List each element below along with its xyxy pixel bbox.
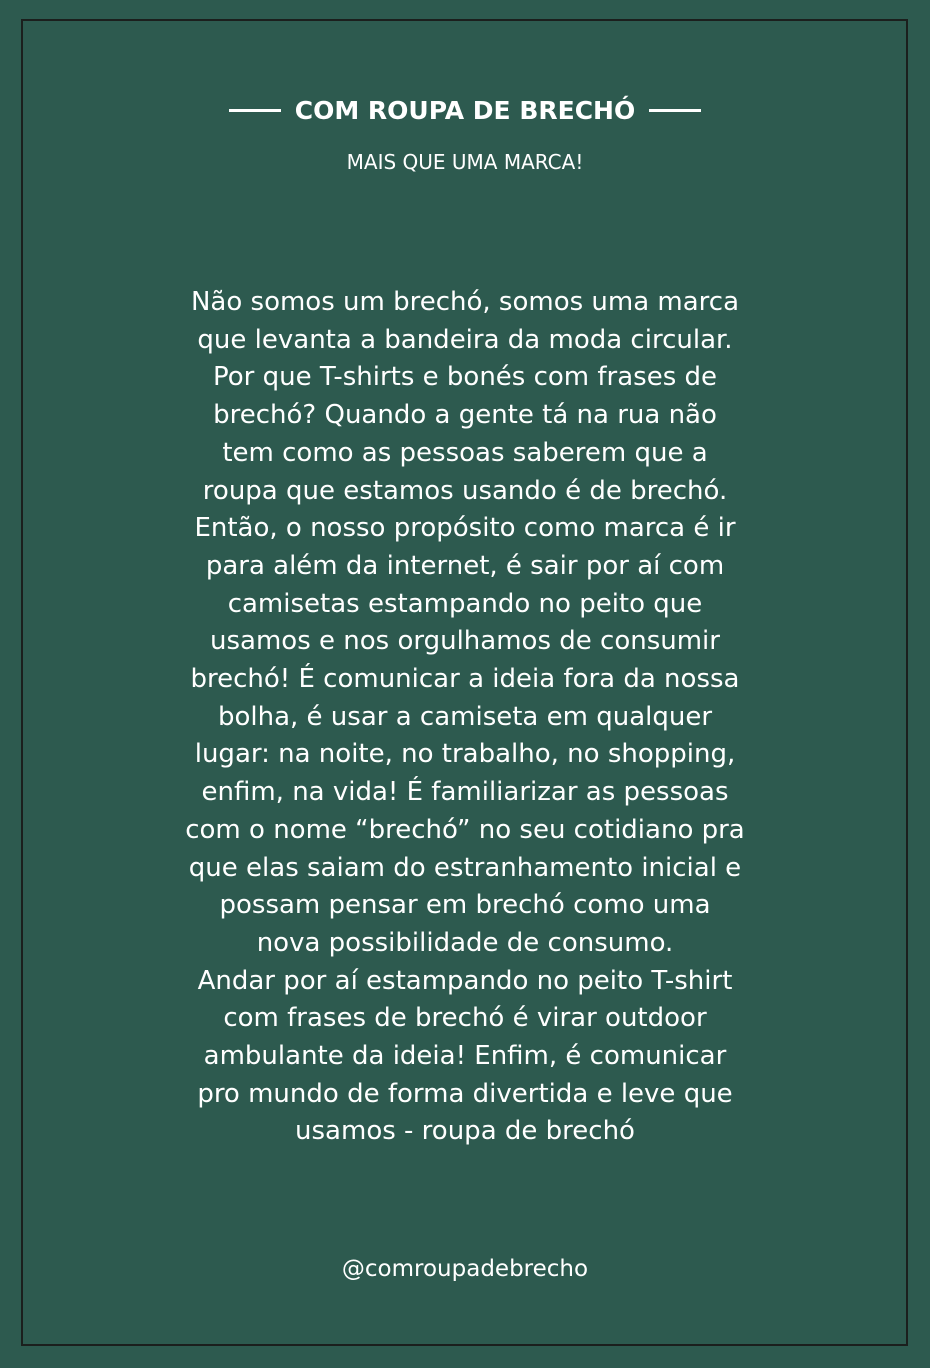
title-rule-left <box>229 109 281 112</box>
body-line: Não somos um brechó, somos uma marca <box>190 287 740 317</box>
body-line: que elas saiam do estranhamento inicial e <box>188 852 742 883</box>
body-line: possam pensar em brechó como uma <box>219 890 711 921</box>
body-paragraph <box>100 284 830 1151</box>
body-line: pro mundo de forma divertida e leve que <box>197 1078 733 1109</box>
body-line: usamos - roupa de brechó <box>295 1116 635 1147</box>
body-line: Então, o nosso propósito como marca é ir <box>194 513 736 544</box>
body-line: camisetas estampando no peito que <box>227 588 703 619</box>
body-line: brechó? Quando a gente tá na rua não <box>213 400 717 431</box>
body-line: com o nome “brechó” no seu cotidiano pra <box>185 814 745 845</box>
header <box>0 88 930 132</box>
body-line: nova possibilidade de consumo. <box>256 927 674 958</box>
body-line: que levanta a bandeira da moda circular. <box>197 324 733 355</box>
page-subtitle: MAIS QUE UMA MARCA! <box>346 150 584 174</box>
body-line: com frases de brechó é virar outdoor <box>223 1003 707 1034</box>
body-line: tem como as pessoas saberem que a <box>222 437 708 468</box>
body-line: enfim, na vida! É familiarizar as pessoas <box>201 777 729 808</box>
body-line: bolha, é usar a camiseta em qualquer <box>217 701 713 732</box>
body-line: brechó! É comunicar a ideia fora da nossa <box>190 664 740 695</box>
title-rule-right <box>649 109 701 112</box>
body-line: usamos e nos orgulhamos de consumir <box>210 626 720 657</box>
body-line: Andar por aí estampando no peito T-shirt <box>197 965 733 996</box>
body-line: para além da internet, é sair por aí com <box>205 550 725 581</box>
page-title: COM ROUPA DE BRECHÓ <box>294 95 636 125</box>
body-line: lugar: na noite, no trabalho, no shopping, <box>194 739 736 770</box>
body-line: ambulante da ideia! Enfim, é comunicar <box>203 1041 727 1072</box>
instagram-handle: @comroupadebrecho <box>341 1256 589 1282</box>
body-line: Por que T-shirts e bonés com frases de <box>212 362 718 393</box>
body-line: roupa que estamos usando é de brechó. <box>202 475 728 506</box>
